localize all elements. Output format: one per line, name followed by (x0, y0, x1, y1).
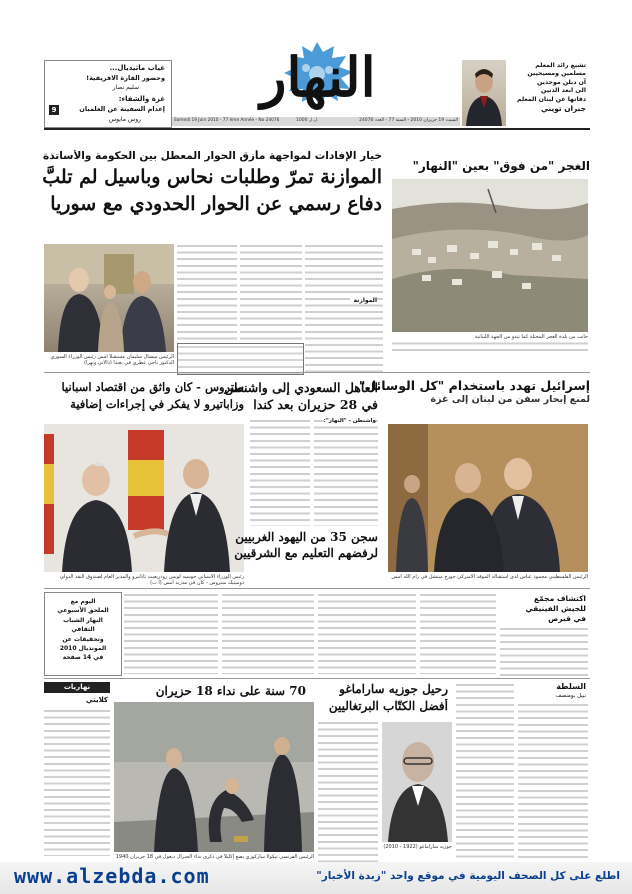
tier3-column-b (318, 592, 416, 674)
tier3-column-c (222, 592, 314, 674)
footer-slogan: اطلع على كل الصحف اليومية في موقع واحد "زبدة الأخبار" (316, 870, 620, 882)
column-left-header (44, 682, 110, 693)
masthead-rule (44, 128, 590, 130)
left-ear-byline2: روس مايوس (108, 116, 141, 123)
lead-headline-2: دفاع رسمي عن الحوار الحدودي مع سوريا (50, 193, 382, 215)
right-ear-line: الى ابعد الدنين (541, 87, 586, 95)
israel-subhead: لمنع إبحار سفن من لبنان إلى غزة (430, 394, 590, 405)
jews-headline-1: سجن 35 من اليهود الغربيين (235, 530, 378, 544)
tier3-column-d (124, 592, 218, 674)
ghajar-headline: الغجر "من فوق" بعين "النهار" (412, 159, 590, 173)
strauss-photo-caption (44, 574, 244, 586)
saudi-headline-2: في 28 حزيران بعد كندا (253, 397, 378, 412)
saramago-photo (382, 722, 452, 842)
lead-kicker: خيار الإفادات لمواجهة مأزق الحوار المعطل بين الحكومة والأساتذة (43, 150, 382, 162)
edition-line-latin: Samedi 19 Juin 2010 - 77 ème Année - No 24076 (174, 118, 280, 123)
right-ear (462, 60, 588, 126)
left-ear-line3: غزة والشفاء: (118, 95, 165, 103)
tier3-column-a (420, 592, 496, 674)
saramago-headline-2: أفضل الكتّاب البرتغاليين (328, 699, 448, 713)
saudi-column-2 (250, 418, 310, 526)
separator (44, 372, 590, 373)
promo-text (45, 593, 121, 663)
cyprus-headline-3: في قبرص (548, 614, 586, 623)
lead-headline-1: الموازنة تمرّ وطلبات نحاس وباسيل لم تلبَّ (42, 166, 382, 188)
strauss-headline-1: ستروس - كان واثق من اقتصاد اسبانيا (61, 380, 244, 394)
lead-photo-tag: (دالاتي ونهرا) (84, 360, 112, 366)
right-ear-photo (462, 60, 506, 126)
right-ear-line: تشيع رائد المعلم (535, 62, 586, 69)
ghajar-photo (392, 179, 588, 332)
logo-text: النهار (260, 45, 376, 109)
column-left-text (44, 708, 110, 856)
promo-line: اليوم مع (70, 598, 96, 605)
column-right-title: السلطة (556, 682, 586, 691)
right-ear-text (508, 62, 586, 113)
column-left-title: نهاريات (63, 683, 91, 691)
lead-column-1 (305, 243, 383, 373)
saramago-text (318, 720, 378, 874)
left-ear-byline1: سليم نصار (112, 84, 139, 91)
right-ear-line: دقاتها عن لبنان المعلم (517, 95, 586, 103)
column-right-text (518, 702, 588, 874)
promo-box (44, 592, 122, 676)
lead-subhead: الموازنة (350, 297, 378, 304)
footer-url: www.alzebda.com (14, 864, 210, 888)
cyprus-headline-2: للجيش الفينيقي (525, 604, 586, 613)
separator (44, 588, 590, 589)
left-ear-line2: وحضور القارة الافريقية! (86, 74, 165, 82)
promo-line: المونديال 2010 (59, 645, 107, 653)
june18-photo (114, 702, 314, 852)
june18-headline: 70 سنة على نداء 18 حزيران (155, 684, 306, 698)
cyprus-text (500, 626, 588, 676)
promo-line: الملحق الأسبوعي (57, 607, 109, 615)
ghajar-caption-text: جانب من بلدة الغجر المحتلة كما تبدو من الجهة اللبنانية (392, 334, 588, 340)
june18-photo-caption: الرئيس الفرنسي نيكولا ساركوزي يضع إكليلاً في ذكرى نداء الجنرال ديغول في 18 حزيران 1940 (115, 854, 314, 860)
promo-line: وتحقيقات عن (62, 635, 104, 643)
separator (44, 678, 590, 679)
strauss-headline-2: وزاباتيرو لا يفكر في إجراءات إضافية (70, 397, 244, 411)
saramago-headline-1: رحيل جوزيه ساراماغو (339, 682, 448, 696)
column-left-subtitle: كلايتي (86, 696, 108, 704)
left-ear-line4: إعدام السفينة عن الغلمبان (79, 105, 165, 113)
lead-photo-caption (44, 354, 174, 368)
israel-photo-caption: الرئيس الفلسطيني محمود عباس لدى استقباله الموفد الاميركي جورج ميتشل في رام الله أمس (391, 574, 588, 580)
israel-headline: إسرائيل تهدد باستخدام "كل الوسائل" (358, 378, 590, 393)
saudi-headline-1: العاهل السعودي إلى واشنطن (224, 380, 378, 395)
right-ear-line: مسلمين ومسيحيين (527, 70, 586, 78)
left-ear (44, 60, 172, 128)
column-right-byline: نبيل بومنصف (555, 693, 586, 699)
right-ear-byline: جبران تويني (540, 104, 586, 114)
saudi-column-1 (314, 418, 378, 526)
lead-column-3 (177, 243, 237, 343)
israel-photo (388, 424, 588, 572)
lead-col-box (177, 343, 304, 375)
strauss-photo (44, 424, 244, 572)
lead-column-2 (240, 243, 302, 343)
promo-line: النهار الشباب (63, 616, 103, 624)
lead-photo (44, 244, 174, 352)
left-ear-badge: 9 (49, 105, 59, 115)
strauss-photo-caption-text: رئيس الوزراء الاسباني خوسيه لويس رودريغيث ثاباتيرو والمدير العام لصندوق النقد الدولي دومينيك ستروس - كان في مدريد أمس (59, 574, 244, 586)
column-right-text-2 (456, 682, 514, 874)
lead-photo-caption-text: الرئيس ميشال سليمان مستقبلاً أمس رئيس الوزراء السوري الدكتور ناجي عطري في بعبدا (50, 354, 174, 366)
saudi-dateline: واشنطن - "النهار": (323, 418, 376, 424)
price: 1000 ل.ل. (296, 118, 319, 123)
promo-line: في 14 صفحة (62, 654, 104, 662)
right-ear-line: آن دبلن موحدين (537, 78, 586, 86)
edition-line: السبت 19 حزيران 2010 - السنة 77 - العدد 24076 (359, 118, 458, 123)
jews-headline-2: لرفضهم التعليم مع الشرقيين (234, 546, 378, 560)
saramago-photo-caption: جوزيه ساراماغو (1922 - 2010) (383, 844, 452, 850)
left-ear-line1: غياب ماثيديال... (109, 64, 165, 72)
promo-line: الثقافي (71, 626, 95, 634)
cyprus-headline-1: اكتشاف مجمّع (534, 594, 586, 603)
strauss-photo-tag: (أ ب) (150, 580, 162, 586)
